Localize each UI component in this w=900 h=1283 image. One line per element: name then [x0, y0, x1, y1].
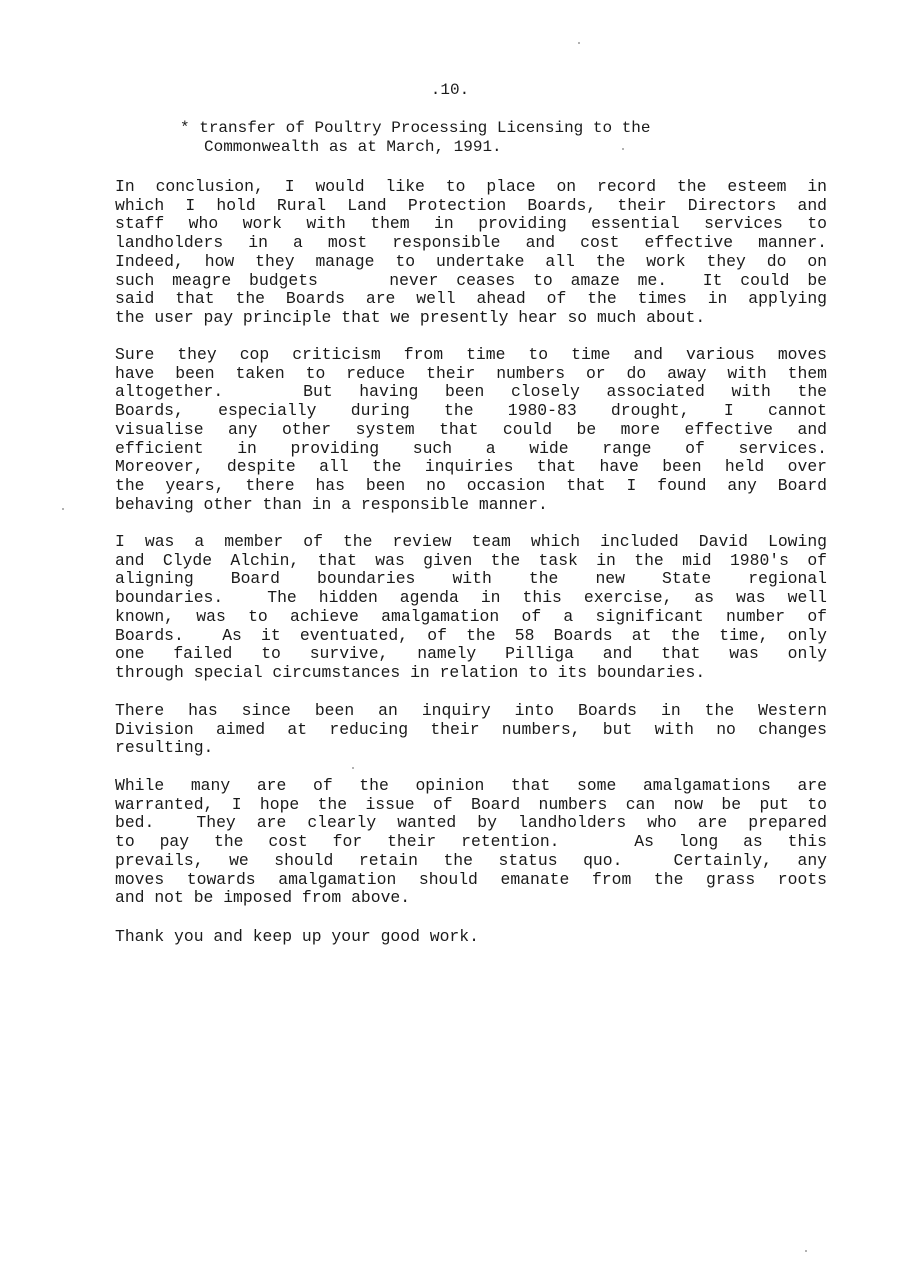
paragraph-line: efficient in providing such a wide range of services. — [115, 438, 827, 458]
paragraph-western-division — [115, 702, 827, 758]
paragraph-line: to pay the cost for their retention. As long as this — [115, 832, 827, 852]
paragraph-line: the user pay principle that we presently hear so much about. — [115, 307, 706, 327]
paragraph-line: through special circumstances in relation to its boundaries. — [115, 662, 706, 682]
bullet-text-line: Commonwealth as at March, 1991. — [204, 138, 502, 156]
paragraph-line: resulting. — [115, 738, 214, 758]
paragraph-line: known, was to achieve amalgamation of a significant number of — [115, 606, 827, 626]
paragraph-line: prevails, we should retain the status quo. Certainly, any — [115, 850, 827, 870]
bullet-item — [180, 119, 780, 157]
paragraph-amalgamations — [115, 777, 827, 908]
paragraph-line: There has since been an inquiry into Boards in the Western — [115, 701, 827, 720]
paragraph-line: such meagre budgets never ceases to amaze me. It could be — [115, 270, 827, 290]
paragraph-line: staff who work with them in providing essential services to — [115, 214, 827, 234]
paragraph-line: behaving other than in a responsible manner. — [115, 494, 548, 514]
bullet-marker: * — [180, 119, 190, 137]
paragraph-line: While many are of the opinion that some amalgamations are — [115, 776, 827, 795]
paragraph-line: Boards. As it eventuated, of the 58 Boards at the time, only — [115, 625, 827, 645]
bullet-line-1 — [180, 119, 780, 138]
paragraph-criticism — [115, 346, 827, 514]
paragraph-line: said that the Boards are well ahead of the times in applying — [115, 289, 827, 309]
paragraph-conclusion — [115, 178, 827, 328]
paragraph-line: moves towards amalgamation should emanate from the grass roots — [115, 869, 827, 889]
paragraph-line: Sure they cop criticism from time to time and various moves — [115, 345, 827, 364]
paragraph-line: Moreover, despite all the inquiries that have been held over — [115, 457, 827, 477]
paragraph-line: warranted, I hope the issue of Board numbers can now be put to — [115, 794, 827, 814]
paragraph-line: In conclusion, I would like to place on record the esteem in — [115, 177, 827, 196]
paragraph-closing — [115, 928, 827, 947]
paragraph-line: which I hold Rural Land Protection Boards, their Directors and — [115, 195, 827, 215]
bullet-text-line: transfer of Poultry Processing Licensing to the — [199, 119, 651, 137]
paragraph-line: Thank you and keep up your good work. — [115, 927, 479, 946]
scan-speck — [62, 508, 64, 510]
paragraph-line: Boards, especially during the 1980-83 drought, I cannot — [115, 401, 827, 421]
paragraph-line: aligning Board boundaries with the new State regional — [115, 569, 827, 589]
paragraph-line: I was a member of the review team which included David Lowing — [115, 532, 827, 551]
page-number: .10. — [430, 81, 470, 99]
paragraph-line: have been taken to reduce their numbers or do away with them — [115, 363, 827, 383]
paragraph-line: and not be imposed from above. — [115, 888, 411, 908]
paragraph-line: the years, there has been no occasion that I found any Board — [115, 475, 827, 495]
scan-speck — [578, 42, 580, 44]
scan-speck — [622, 148, 624, 150]
scan-speck — [352, 767, 354, 769]
paragraph-line: visualise any other system that could be more effective and — [115, 419, 827, 439]
paragraph-review-team — [115, 533, 827, 683]
paragraph-line: Indeed, how they manage to undertake all the work they do on — [115, 251, 827, 271]
paragraph-line: Division aimed at reducing their numbers, but with no changes — [115, 719, 827, 739]
paragraph-line: bed. They are clearly wanted by landholders who are prepared — [115, 813, 827, 833]
paragraph-line: and Clyde Alchin, that was given the task in the mid 1980's of — [115, 550, 827, 570]
paragraph-line: boundaries. The hidden agenda in this exercise, as was well — [115, 588, 827, 608]
scan-speck — [805, 1250, 807, 1252]
paragraph-line: landholders in a most responsible and cost effective manner. — [115, 233, 827, 253]
paragraph-line: one failed to survive, namely Pilliga and that was only — [115, 644, 827, 664]
paragraph-line: altogether. But having been closely associated with the — [115, 382, 827, 402]
